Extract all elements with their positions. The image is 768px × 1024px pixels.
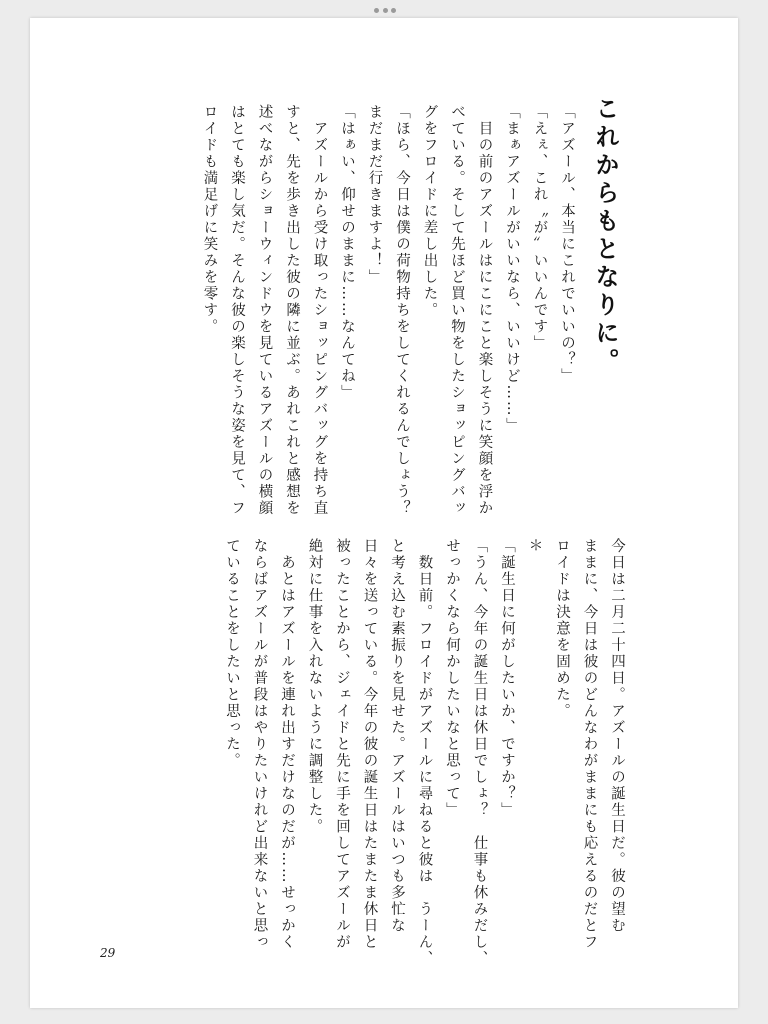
text-line: はとても楽し気だ。そんな彼の楽しそうな姿を見て、フ — [229, 104, 245, 517]
text-line: 数日前。フロイドがアズールに尋ねると彼は うーん、 — [416, 538, 433, 967]
bottom-text-column — [110, 538, 630, 967]
text-line: 被ったことから、ジェイドと先に手を回してアズールが — [334, 538, 350, 951]
text-line: 今日は二月二十四日。アズールの誕生日だ。彼の望む — [609, 538, 625, 934]
text-line: あとはアズールを連れ出すだけなのだが……せっかく — [279, 538, 295, 951]
text-line: ロイドも満足げに笑みを零す。 — [201, 104, 218, 335]
handle-dot — [383, 8, 388, 13]
handle-dot — [374, 8, 379, 13]
text-line: 「誕生日に何がしたいか、ですか？」 — [499, 538, 515, 819]
text-line: すと、先を歩き出した彼の隣に並ぶ。あれこれと感想を — [284, 104, 300, 517]
text-line: まだまだ行きますよ！」 — [366, 104, 383, 286]
page-number: 29 — [100, 946, 116, 960]
text-line: アズールから受け取ったショッピングバッグを持ち直 — [311, 104, 328, 517]
text-line: 「うん、今年の誕生日は休日でしょ？ 仕事も休みだし、 — [471, 538, 488, 967]
text-line: 「ほら、今日は僕の荷物持ちをしてくれるんでしょう？ — [394, 104, 410, 517]
text-line: 「えぇ、これ〝が〟いいんです」 — [531, 104, 548, 352]
text-line: 述べながらショーウィンドウを見ているアズールの横顔 — [256, 104, 273, 517]
book-page — [30, 18, 738, 1008]
window-drag-handle[interactable] — [374, 6, 396, 14]
text-line: ならばアズールが普段はやりたいけれど出来ないと思っ — [251, 538, 268, 951]
text-line: 「はぁい、仰せのままに……なんてね」 — [339, 104, 355, 401]
text-line: せっかくなら何かしたいなと思って」 — [444, 538, 460, 819]
chapter-title: これからもとなりに。 — [591, 96, 619, 376]
text-line: ロイドは決意を固めた。 — [554, 538, 570, 720]
text-line: 日々を送っている。今年の彼の誕生日はたまたま休日と — [361, 538, 378, 951]
text-line: ていることをしたいと思った。 — [224, 538, 240, 769]
text-line: 目の前のアズールはにこにこと楽しそうに笑顔を浮か — [476, 104, 493, 517]
text-line: ままに、今日は彼のどんなわがままにも応えるのだとフ — [581, 538, 598, 951]
text-line: グをフロイドに差し出した。 — [421, 104, 438, 319]
text-line: 「まぁアズールがいいなら、いいけど……」 — [504, 104, 520, 434]
text-line: べている。そして先ほど買い物をしたショッピングバッ — [449, 104, 465, 517]
text-line: と考え込む素振りを見せた。アズールはいつも多忙な — [389, 538, 405, 934]
text-line: 絶対に仕事を入れないように調整した。 — [306, 538, 323, 835]
section-separator: ＊ — [526, 538, 543, 553]
handle-dot — [391, 8, 396, 13]
left-top-text-column — [110, 104, 580, 517]
text-line: 「アズール、本当にこれでいいの？」 — [559, 104, 575, 385]
